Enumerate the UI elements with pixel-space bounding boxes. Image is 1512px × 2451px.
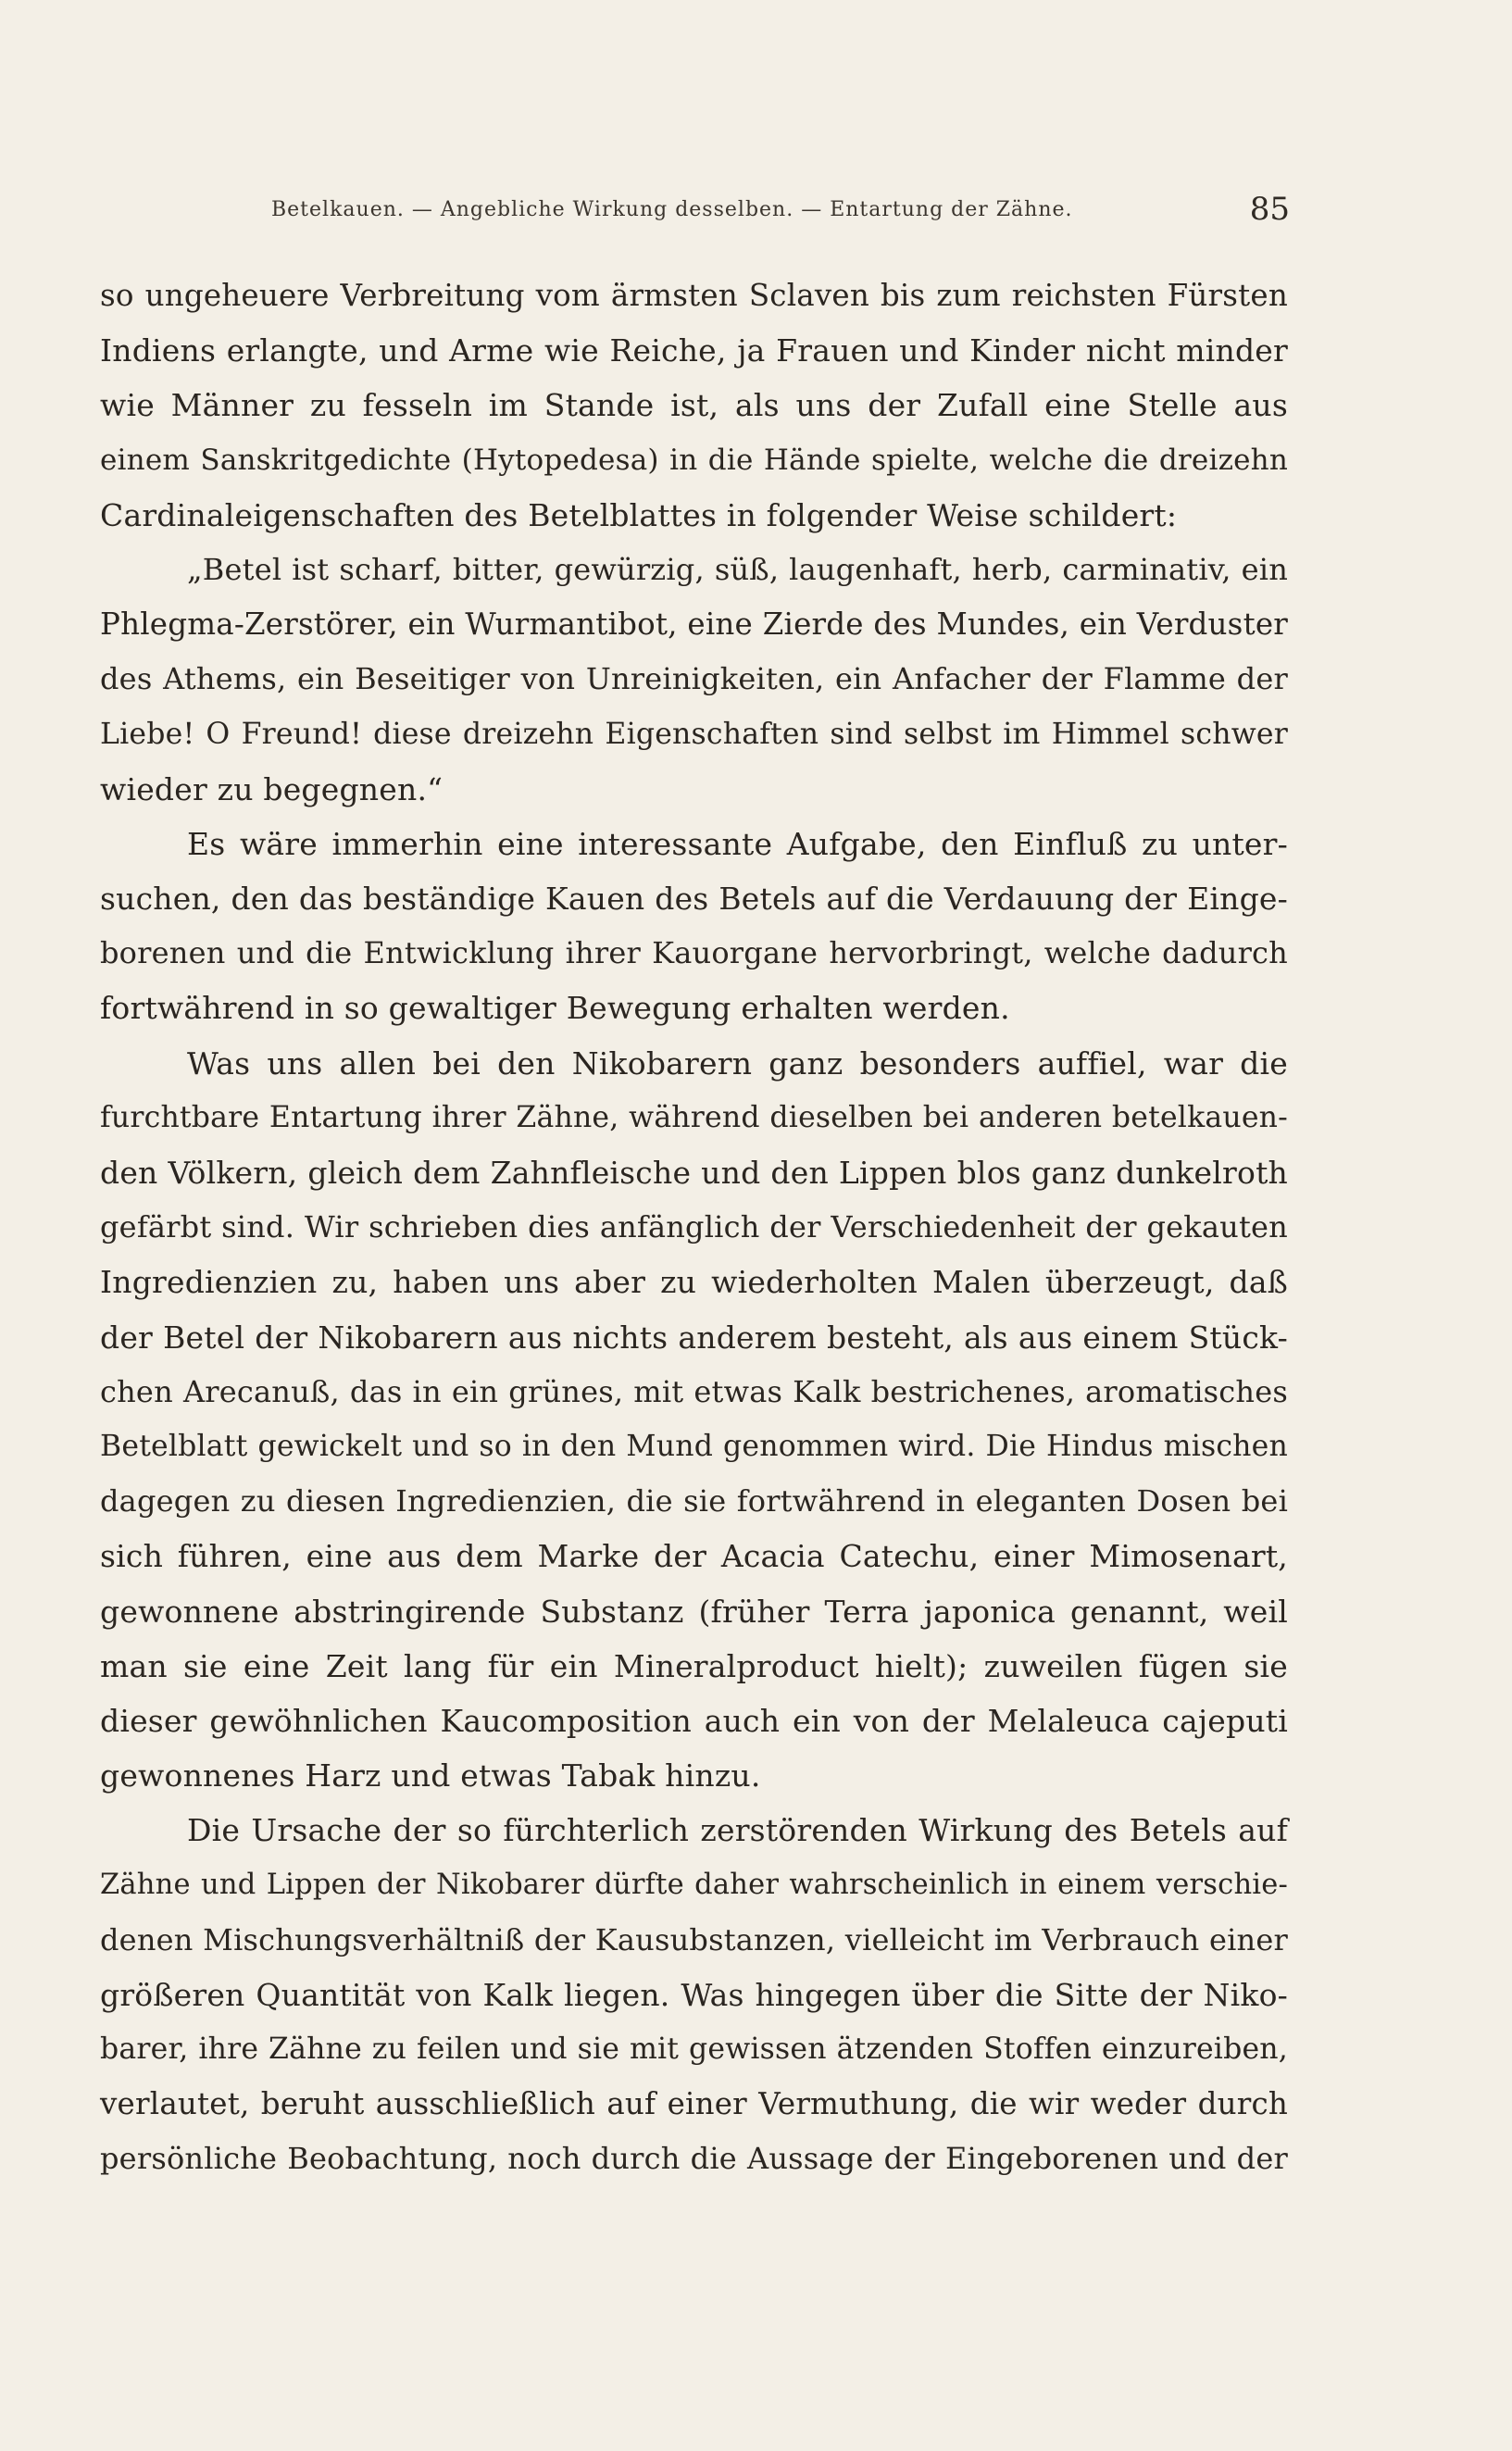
text-line: verlautet, beruht ausschließlich auf einer Vermuthung, die wir weder durch	[100, 2086, 1288, 2122]
quote-line: des Athems, ein Beseitiger von Unreinigkeiten, ein Anfacher der Flamme der	[100, 661, 1288, 697]
text-line: barer, ihre Zähne zu feilen und sie mit gewissen ätzenden Stoffen einzureiben,	[100, 2032, 1288, 2066]
text-line: fortwährend in so gewaltiger Bewegung erhalten werden.	[100, 990, 1010, 1027]
text-line: so ungeheuere Verbreitung vom ärmsten Sclaven bis zum reichsten Fürsten	[100, 278, 1288, 313]
text-line: Was uns allen bei den Nikobarern ganz besonders auffiel, war die	[187, 1044, 1288, 1082]
running-head	[230, 191, 1290, 228]
text-line: der Betel der Nikobarern aus nichts anderem besteht, als aus einem Stück-	[100, 1319, 1288, 1356]
text-line: dagegen zu diesen Ingredienzien, die sie fortwährend in eleganten Dosen bei	[100, 1483, 1288, 1519]
text-line: größeren Quantität von Kalk liegen. Was hingegen über die Sitte der Niko-	[100, 1976, 1288, 2013]
text-line: borenen und die Entwicklung ihrer Kauorgane hervorbringt, welche dadurch	[100, 935, 1288, 971]
text-line: man sie eine Zeit lang für ein Mineralproduct hielt); zuweilen fügen sie	[100, 1647, 1288, 1684]
text-line: sich führen, eine aus dem Marke der Acacia Catechu, einer Mimosenart,	[100, 1538, 1288, 1575]
quote-line: „Betel ist scharf, bitter, gewürzig, süß, laugenhaft, herb, carminativ, ein	[187, 551, 1288, 587]
text-line: den Völkern, gleich dem Zahnfleische und den Lippen blos ganz dunkelroth	[100, 1155, 1288, 1191]
text-line: persönliche Beobachtung, noch durch die Aussage der Eingeborenen und der	[100, 2141, 1288, 2177]
text-line: einem Sanskritgedichte (Hytopedesa) in die Hände spielte, welche die dreizehn	[100, 443, 1288, 477]
text-line: Cardinaleigenschaften des Betelblattes in folgender Weise schildert:	[100, 496, 1178, 533]
quote-line: Phlegma-Zerstörer, ein Wurmantibot, eine Zierde des Mundes, ein Verduster	[100, 606, 1288, 643]
text-line: gewonnene abstringirende Substanz (früher Terra japonica genannt, weil	[100, 1593, 1288, 1630]
page-number: 85	[1249, 191, 1290, 228]
quote-line: wieder zu begegnen.“	[100, 770, 444, 807]
text-line: suchen, den das beständige Kauen des Betels auf die Verdauung der Einge-	[100, 881, 1288, 918]
text-line: gefärbt sind. Wir schrieben dies anfänglich der Verschiedenheit der gekauten	[100, 1209, 1288, 1245]
text-line: furchtbare Entartung ihrer Zähne, während dieselben bei anderen betelkauen-	[100, 1100, 1288, 1134]
text-line: wie Männer zu fesseln im Stande ist, als uns der Zufall eine Stelle aus	[100, 387, 1288, 424]
text-line: chen Arecanuß, das in ein grünes, mit etwas Kalk bestrichenes, aromatisches	[100, 1373, 1288, 1409]
text-line: dieser gewöhnlichen Kaucomposition auch ein von der Melaleuca cajeputi	[100, 1702, 1288, 1739]
text-line: Zähne und Lippen der Nikobarer dürfte daher wahrscheinlich in einem verschie-	[100, 1869, 1288, 1902]
text-line: Ingredienzien zu, haben uns aber zu wiederholten Malen überzeugt, daß	[100, 1264, 1288, 1301]
text-line: Betelblatt gewickelt und so in den Mund genommen wird. Die Hindus mischen	[100, 1429, 1288, 1463]
quote-line: Liebe! O Freund! diese dreizehn Eigenschaften sind selbst im Himmel schwer	[100, 717, 1288, 751]
text-line: Die Ursache der so fürchterlich zerstörenden Wirkung des Betels auf	[187, 1812, 1288, 1849]
body-text	[100, 269, 1288, 2187]
text-line: denen Mischungsverhältniß der Kausubstanzen, vielleicht im Verbrauch einer	[100, 1921, 1288, 1957]
text-line: Indiens erlangte, und Arme wie Reiche, ja Frauen und Kinder nicht minder	[100, 332, 1288, 369]
running-head-title: Betelkauen. — Angebliche Wirkung desselben. — Entartung der Zähne.	[271, 198, 1073, 221]
text-line: gewonnenes Harz und etwas Tabak hinzu.	[100, 1757, 761, 1794]
text-line: Es wäre immerhin eine interessante Aufgabe, den Einfluß zu unter-	[187, 825, 1288, 862]
